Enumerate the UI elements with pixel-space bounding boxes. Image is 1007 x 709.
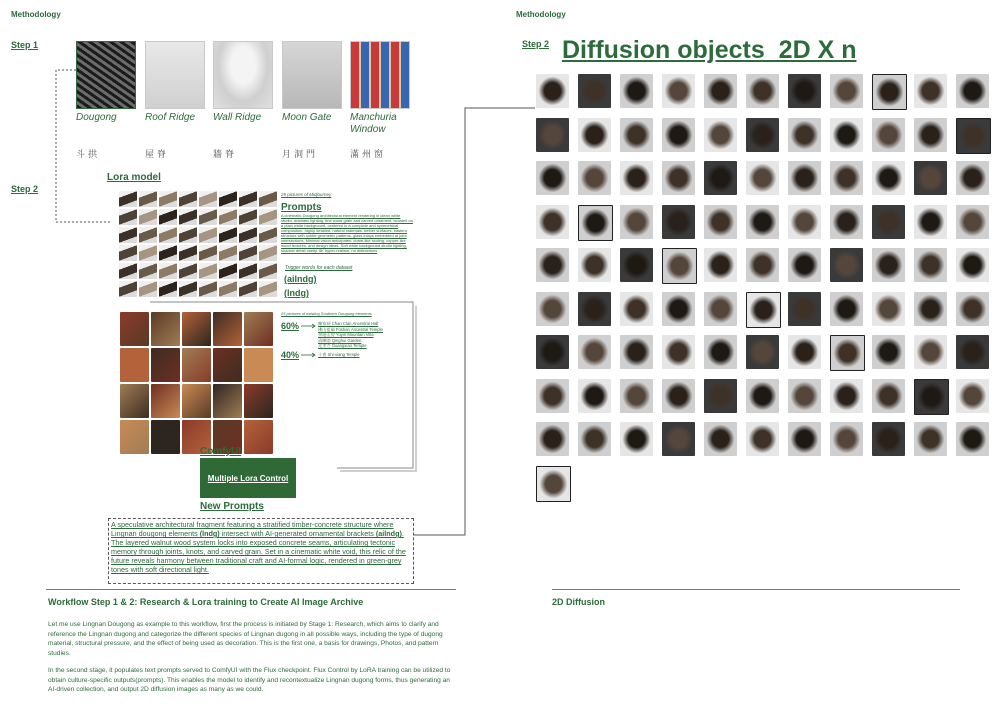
- category-zh-4: 月洞門: [282, 150, 319, 160]
- methodology-label-left: Methodology: [11, 10, 61, 19]
- diffusion-image: [536, 335, 569, 369]
- diffusion-image: [704, 118, 737, 152]
- diffusion-image: [788, 335, 821, 369]
- diffusion-image: [704, 248, 737, 282]
- diffusion-image: [746, 118, 779, 152]
- workflow-title: Workflow Step 1 & 2: Research & Lora training to Create AI Image Archive: [48, 597, 364, 607]
- source-item: 光孝寺 Guangxiao Temple: [318, 343, 367, 348]
- category-name-4: Moon Gate: [282, 112, 332, 123]
- diffusion-image: [620, 205, 653, 239]
- diffusion-image: [620, 248, 653, 282]
- diffusion-image: [956, 335, 989, 369]
- source-item: 陳家祠 Chan Clan Ancestral Hall: [318, 321, 379, 326]
- diffusion-image: [704, 292, 737, 326]
- diffusion-image: [662, 379, 695, 413]
- diffusion-image: [914, 118, 947, 152]
- source-item: 佛山祖廟 Foshan Ancestral Temple: [318, 326, 383, 332]
- diffusion-image: [746, 248, 779, 282]
- diffusion-image: [830, 248, 863, 282]
- diffusion-image: [914, 379, 949, 415]
- diffusion-image: [746, 379, 779, 413]
- prompt-text-1: A speculative architectural fragment featuring a stratified timber-concrete structure where Lingnan dougong elements: [111, 520, 394, 538]
- diffusion-image: [830, 74, 863, 108]
- diffusion-image: [956, 205, 989, 239]
- diffusion-image: [746, 205, 779, 239]
- methodology-label-right: Methodology: [516, 10, 566, 19]
- diffusion-image: [872, 422, 905, 456]
- diffusion-image: [662, 205, 695, 239]
- diffusion-image: [704, 205, 737, 239]
- diffusion-image: [536, 205, 569, 239]
- midjourney-note: 25 pictures of Midjourney: [281, 192, 332, 197]
- diffusion-image: [872, 335, 905, 369]
- diffusion-image: [620, 118, 653, 152]
- diffusion-image: [872, 292, 905, 326]
- trigger-ailndg: (ailndg): [284, 274, 317, 284]
- diffusion-image: [956, 248, 989, 282]
- diffusion-image: [788, 74, 821, 108]
- diffusion-image: [620, 379, 653, 413]
- diffusion-image: [788, 205, 821, 239]
- workflow-paragraph-1: Let me use Lingnan Dougong as example to this workflow, first the process is initiated by Stage 1: Research, which aims to clarify and reference the Lingnan dugong and categorize the different species of Lingnan dugong in all possible ways, including the type of dugong material, structural pressure, and the effect of being used as decoration. This is the first one, a basis for drawings, Photos, and pattern studies.: [48, 621, 443, 657]
- prompt-tag-lndg: (lndg): [199, 529, 220, 538]
- diffusion-image: [830, 205, 863, 239]
- diffusion-image: [830, 335, 865, 371]
- diffusion-image: [536, 292, 569, 326]
- source-item: 余蔭山房 Yuyin Mountain Villa: [318, 332, 374, 337]
- cross-panel-connector: [0, 0, 540, 540]
- diffusion-image: [872, 74, 907, 110]
- diffusion-image: [662, 118, 695, 152]
- diffusion-image: [620, 422, 653, 456]
- diffusion-image: [536, 466, 571, 502]
- new-prompts-label: New Prompts: [200, 501, 264, 512]
- diffusion-image: [872, 161, 905, 195]
- diffusion-image: [662, 335, 695, 369]
- diffusion-image: [914, 292, 947, 326]
- diffusion-image: [788, 292, 821, 326]
- diffusion-image: [536, 422, 569, 456]
- prompts-label: Prompts: [281, 202, 322, 213]
- diffusion-image: [578, 161, 611, 195]
- diffusion-image: [956, 118, 991, 154]
- diffusion-image: [536, 74, 569, 108]
- diffusion-image: [830, 422, 863, 456]
- diffusion-image: [662, 422, 695, 456]
- diffusion-image: [746, 292, 781, 328]
- diffusion-title: Diffusion objects_2D X n: [562, 36, 857, 64]
- step2-label-right: Step 2: [522, 39, 550, 49]
- diffusion-image: [914, 422, 947, 456]
- diffusion-image: [872, 118, 905, 152]
- diffusion-image: [578, 292, 611, 326]
- category-name-1: Dougong: [76, 112, 117, 123]
- diffusion-image: [662, 161, 695, 195]
- diffusion-image: [788, 422, 821, 456]
- source-item: 十香 Shi-xiang Temple: [318, 352, 360, 357]
- diffusion-image: [956, 292, 989, 326]
- category-name-5: Manchuria Window: [350, 112, 397, 135]
- percent-60: 60%: [281, 321, 300, 331]
- prompt-tag-ailndg: (ailndg): [375, 529, 402, 538]
- diffusion-image: [620, 161, 653, 195]
- trigger-lndg: (lndg): [284, 288, 309, 298]
- prompt-text-2: intersect with AI-generated ornamental brackets: [219, 529, 376, 538]
- diffusion-image: [662, 74, 695, 108]
- category-zh-1: 斗拱: [76, 150, 101, 160]
- step2-label-left: Step 2: [11, 184, 39, 194]
- comfyui-label: ComfyUI: [200, 446, 242, 457]
- diffusion-image: [914, 74, 947, 108]
- diffusion-image: [704, 74, 737, 108]
- diffusion-image: [830, 161, 863, 195]
- diffusion-image: [620, 335, 653, 369]
- category-name-3: Wall Ridge: [213, 112, 262, 123]
- category-name-2: Roof Ridge: [145, 112, 196, 123]
- diffusion-image: [872, 248, 905, 282]
- diffusion-image: [662, 248, 697, 284]
- prompt-text-3: . The layered walnut wood system locks into exposed concrete seams, articulating tectonic memory through joints, knots, and carved grain. Set in a cinematic white void, this relic of the future reveals harmony between traditional craft and AI-formal logic, rendered in green-grey tones with soft directional light.: [111, 529, 406, 574]
- step1-label: Step 1: [11, 40, 39, 50]
- diffusion-image: [704, 379, 737, 413]
- diffusion-image: [746, 161, 779, 195]
- diffusion-image: [830, 118, 863, 152]
- diffusion-image: [914, 161, 947, 195]
- diffusion-image: [662, 292, 695, 326]
- diffusion-image: [956, 422, 989, 456]
- diffusion-image: [578, 205, 613, 241]
- multiple-lora-control-button[interactable]: Multiple Lora Control: [200, 458, 296, 498]
- category-zh-5: 滿州窗: [350, 150, 387, 160]
- diffusion-image: [536, 248, 569, 282]
- diffusion-image: [578, 422, 611, 456]
- diffusion-image: [788, 161, 821, 195]
- diffusion-image: [956, 379, 989, 413]
- diffusion-image: [956, 161, 989, 195]
- diffusion-image: [914, 248, 947, 282]
- diffusion-image: [578, 379, 611, 413]
- source-item: 清暉園 Qinghui Garden: [318, 337, 362, 343]
- diffusion-image: [578, 118, 611, 152]
- diffusion-image: [914, 205, 947, 239]
- diffusion-image: [536, 118, 569, 152]
- diffusion-image: [536, 379, 569, 413]
- diffusion-image: [872, 379, 905, 413]
- category-zh-3: 牆脊: [213, 150, 238, 160]
- diffusion-image: [746, 335, 779, 369]
- diffusion-image: [872, 205, 905, 239]
- divider-right: [552, 589, 960, 590]
- southern-note: 25 pictures of existing Southern Dougong elements: [281, 311, 372, 316]
- diffusion-image: [788, 118, 821, 152]
- diffusion-image: [578, 74, 611, 108]
- 2d-diffusion-title: 2D Diffusion: [552, 597, 605, 607]
- diffusion-image: [830, 292, 863, 326]
- diffusion-image: [914, 335, 947, 369]
- diffusion-image: [578, 335, 611, 369]
- trigger-note: Trigger words for each dataset: [285, 265, 353, 271]
- workflow-paragraph-2: In the second stage, it populates text prompts served to ComfyUI with the Flux checkpoint. Flux Control by LoRA training can be utilized to obtain culture-specific outputs(prompts). This enables the model to identify and recontextualize Lingnan dugong forms, thus generating an AI-driven collection, and output 2D diffusion images as many as we could.: [48, 667, 451, 693]
- diffusion-image: [704, 161, 737, 195]
- diffusion-image: [578, 248, 611, 282]
- percent-40: 40%: [281, 350, 300, 360]
- divider-left: [46, 589, 456, 590]
- category-zh-2: 屋脊: [145, 150, 170, 160]
- diffusion-image: [704, 335, 737, 369]
- diffusion-image: [956, 74, 989, 108]
- diffusion-image: [830, 379, 863, 413]
- diffusion-image: [620, 74, 653, 108]
- diffusion-image: [788, 248, 821, 282]
- prompts-text: A cinematic Dougong architectural element rendering in clean white studio, dramatic lighting, fine wood grain and carved ornament, isolated on a plain white background, centered in a complete and symmetrical composition, highly detailed, natural materials, timber surfaces, eastern structure with subtle geometric patterns, glass inlays embedded at joint intersections, Minimal vision anticipates: dome-like roofing, copper-like wood textures, and design ideas, Soft white background studio lighting, shadow detail clarity, 8K hyper-realism, no distractions: [281, 213, 413, 253]
- diffusion-image: [536, 161, 569, 195]
- lora-model-label: Lora model: [107, 172, 161, 183]
- diffusion-image: [788, 379, 821, 413]
- diffusion-image: [746, 74, 779, 108]
- diffusion-image: [704, 422, 737, 456]
- diffusion-image: [746, 422, 779, 456]
- diffusion-image: [620, 292, 653, 326]
